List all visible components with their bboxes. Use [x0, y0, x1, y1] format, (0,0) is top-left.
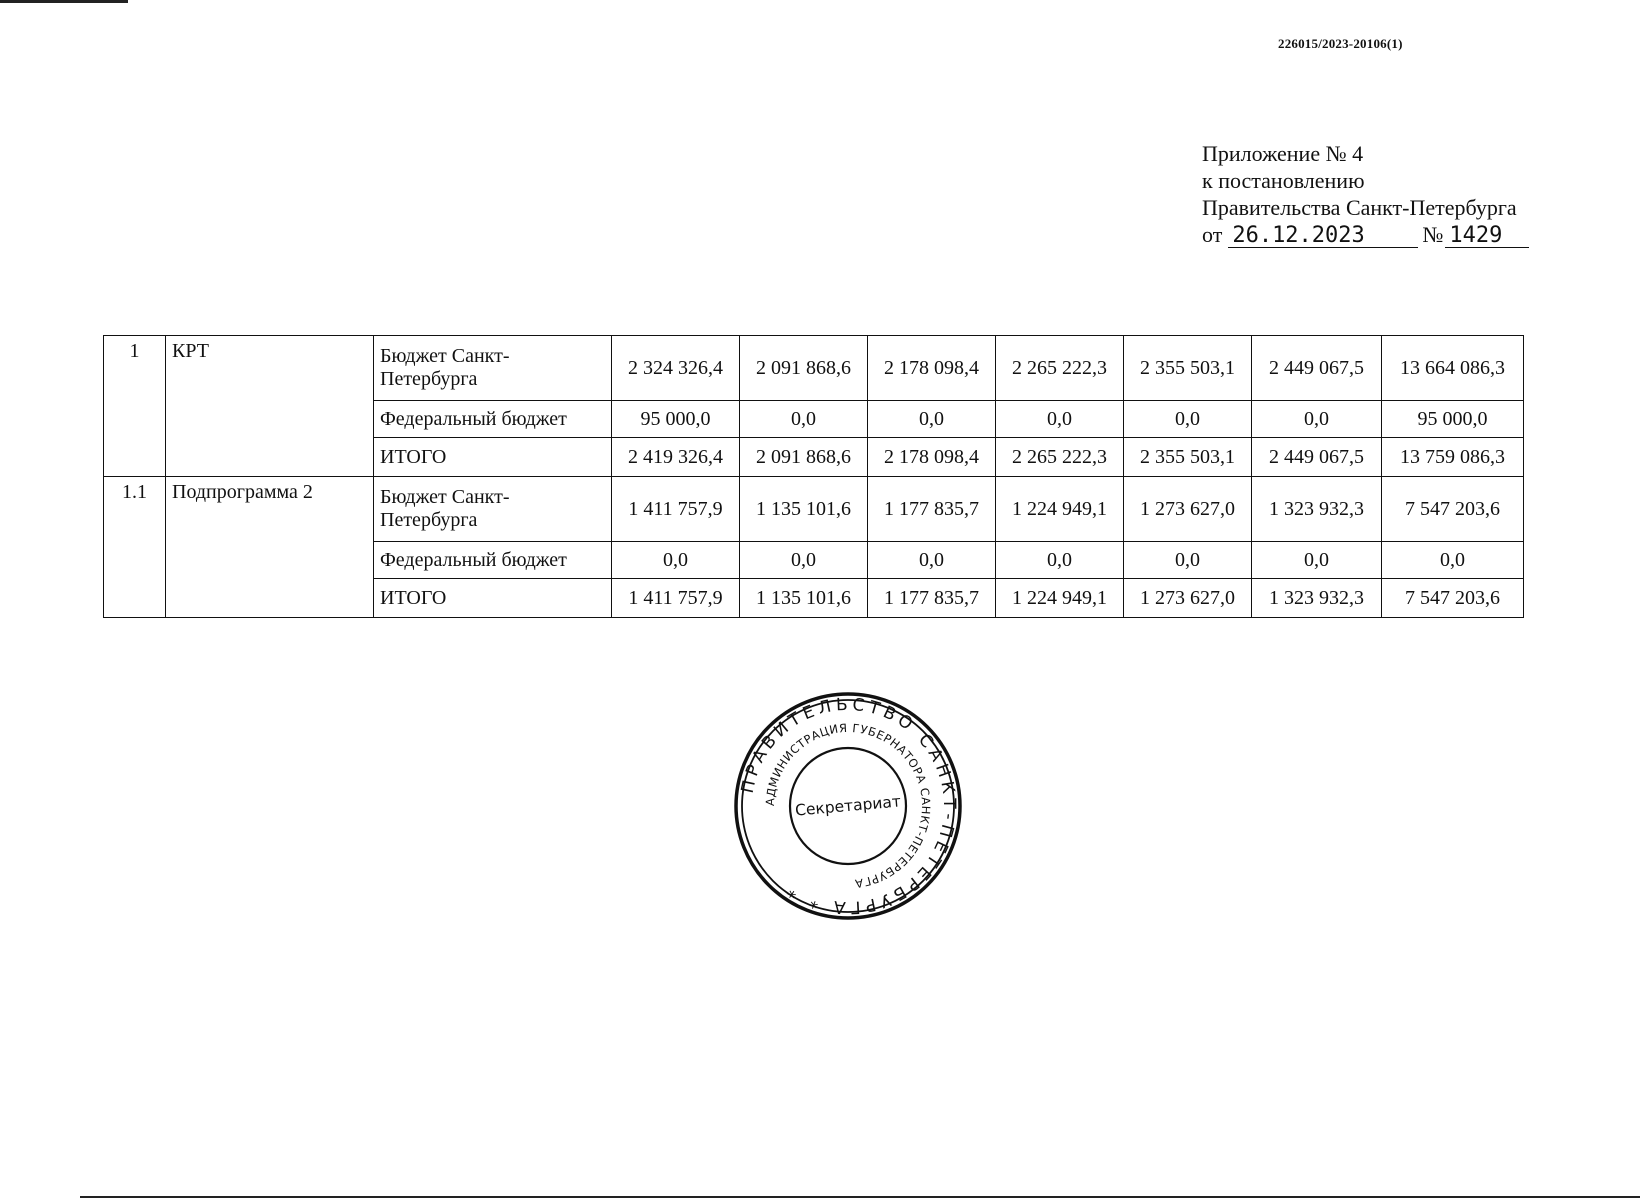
number-label: № [1422, 222, 1444, 247]
row-index: 1 [104, 336, 166, 477]
scan-edge-mark [0, 0, 128, 3]
funding-source: ИТОГО [374, 579, 612, 618]
value-cell: 2 355 503,1 [1124, 336, 1252, 401]
funding-source: Федеральный бюджет [374, 542, 612, 579]
value-cell: 1 177 835,7 [868, 477, 996, 542]
value-cell: 2 178 098,4 [868, 336, 996, 401]
program-name: Подпрограмма 2 [166, 477, 374, 618]
value-cell: 0,0 [612, 542, 740, 579]
funding-source: ИТОГО [374, 438, 612, 477]
value-cell: 2 449 067,5 [1252, 438, 1382, 477]
funding-source: Федеральный бюджет [374, 401, 612, 438]
value-cell: 2 449 067,5 [1252, 336, 1382, 401]
value-cell: 1 411 757,9 [612, 579, 740, 618]
table-row [104, 477, 1524, 542]
value-cell: 0,0 [740, 542, 868, 579]
document-id: 226015/2023-20106(1) [1278, 36, 1403, 51]
total-cell: 95 000,0 [1382, 401, 1524, 438]
stamp-center-text: Секретариат [794, 792, 902, 820]
value-cell: 2 324 326,4 [612, 336, 740, 401]
table-row [104, 336, 1524, 401]
appendix-date-line [1202, 221, 1529, 248]
value-cell: 0,0 [868, 401, 996, 438]
value-cell: 2 419 326,4 [612, 438, 740, 477]
value-cell: 1 323 932,3 [1252, 477, 1382, 542]
stamp-inner-text: АДМИНИСТРАЦИЯ ГУБЕРНАТОРА САНКТ-ПЕТЕРБУРГА [762, 720, 934, 891]
value-cell: 1 273 627,0 [1124, 477, 1252, 542]
value-cell: 1 135 101,6 [740, 579, 868, 618]
value-cell: 1 323 932,3 [1252, 579, 1382, 618]
resolution-number: 1429 [1445, 225, 1529, 248]
row-index: 1.1 [104, 477, 166, 618]
value-cell: 0,0 [1252, 542, 1382, 579]
total-cell: 7 547 203,6 [1382, 579, 1524, 618]
value-cell: 1 273 627,0 [1124, 579, 1252, 618]
value-cell: 2 091 868,6 [740, 438, 868, 477]
stamp-outer-text: ПРАВИТЕЛЬСТВО САНКТ-ПЕТЕРБУРГА * * [737, 694, 960, 918]
appendix-authority: Правительства Санкт-Петербурга [1202, 195, 1517, 220]
value-cell: 0,0 [1124, 542, 1252, 579]
value-cell: 2 265 222,3 [996, 336, 1124, 401]
total-cell: 13 759 086,3 [1382, 438, 1524, 477]
total-cell: 0,0 [1382, 542, 1524, 579]
value-cell: 0,0 [1252, 401, 1382, 438]
official-stamp [732, 690, 964, 922]
value-cell: 1 411 757,9 [612, 477, 740, 542]
value-cell: 0,0 [1124, 401, 1252, 438]
value-cell: 1 177 835,7 [868, 579, 996, 618]
appendix-title: Приложение № 4 [1202, 141, 1364, 166]
funding-source: Бюджет Санкт-Петербурга [374, 336, 612, 401]
appendix-header [1202, 140, 1529, 248]
budget-table [103, 335, 1524, 618]
funding-source: Бюджет Санкт-Петербурга [374, 477, 612, 542]
total-cell: 13 664 086,3 [1382, 336, 1524, 401]
value-cell: 2 265 222,3 [996, 438, 1124, 477]
resolution-date: 26.12.2023 [1228, 225, 1418, 248]
value-cell: 2 091 868,6 [740, 336, 868, 401]
value-cell: 2 178 098,4 [868, 438, 996, 477]
from-label: от [1202, 222, 1223, 247]
value-cell: 95 000,0 [612, 401, 740, 438]
value-cell: 0,0 [996, 401, 1124, 438]
value-cell: 1 224 949,1 [996, 477, 1124, 542]
appendix-subtitle: к постановлению [1202, 168, 1365, 193]
program-name: КРТ [166, 336, 374, 477]
total-cell: 7 547 203,6 [1382, 477, 1524, 542]
value-cell: 0,0 [740, 401, 868, 438]
value-cell: 2 355 503,1 [1124, 438, 1252, 477]
value-cell: 1 224 949,1 [996, 579, 1124, 618]
bottom-scan-line [80, 1196, 1640, 1198]
value-cell: 1 135 101,6 [740, 477, 868, 542]
value-cell: 0,0 [868, 542, 996, 579]
value-cell: 0,0 [996, 542, 1124, 579]
